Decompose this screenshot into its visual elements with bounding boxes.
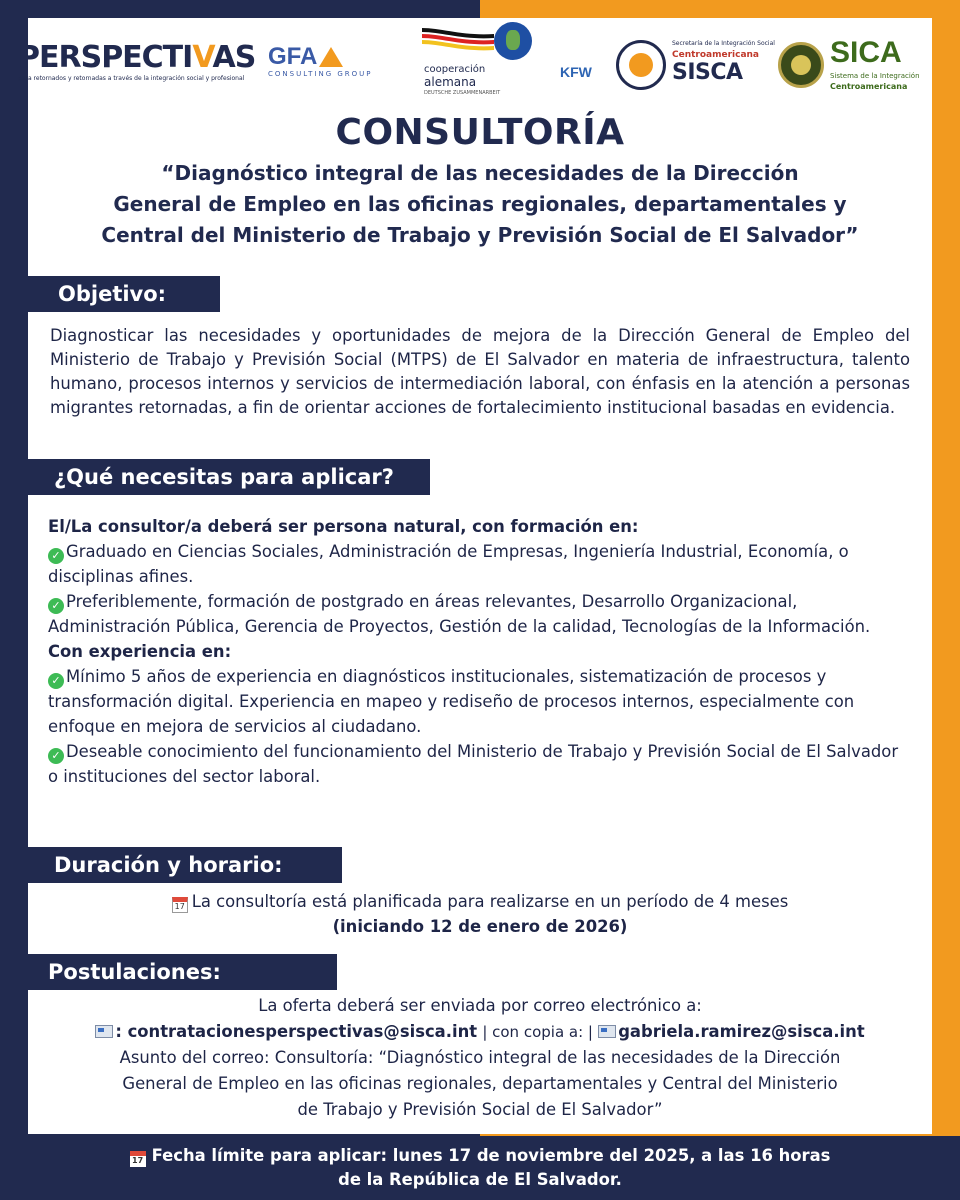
sica-line1: SICA [830, 36, 902, 69]
sisca-logo [616, 32, 775, 102]
duracion-line-1: La consultoría está planificada para realizarse en un período de 4 meses [191, 892, 789, 911]
deadline-line-1: Fecha límite para aplicar: lunes 17 de noviembre del 2025, a las 16 horas [151, 1146, 831, 1165]
experiencia-item-text: Deseable conocimiento del funcionamiento del Ministerio de Trabajo y Previsión Social de El Salvador o instituciones del sector laboral. [48, 742, 899, 786]
objetivo-heading: Objetivo: [0, 276, 220, 312]
perspectivas-name-a: PERSPECTI [18, 40, 193, 75]
subtitle-line-1: “Diagnóstico integral de las necesidades de la Dirección [161, 161, 799, 185]
formacion-label: El/La consultor/a deberá ser persona natural, con formación en: [48, 517, 639, 536]
gfa-logo [268, 44, 378, 78]
experiencia-item-text: Mínimo 5 años de experiencia en diagnósticos institucionales, sistematización de procesos y transformación digital. Experiencia en mapeo y rediseño de procesos internos, especialmente con enfoque en mejora de servicios al ciudadano. [48, 667, 855, 736]
logo-row [18, 22, 920, 102]
eu-circle-icon [494, 22, 532, 60]
formacion-item-text: Preferiblemente, formación de postgrado en áreas relevantes, Desarrollo Organizacional, Administración Pública, Gerencia de Proyectos, Gestión de la calidad, Tecnologías de la Información. [48, 592, 871, 636]
coop-line2: alemana [424, 75, 477, 89]
aplicar-heading: ¿Qué necesitas para aplicar? [0, 459, 430, 495]
deadline-line-2: de la República de El Salvador. [338, 1170, 622, 1189]
sisca-line2: Centroamericana [672, 50, 760, 60]
duracion-line-2: (iniciando 12 de enero de 2026) [332, 917, 628, 936]
coop-line3: DEUTSCHE ZUSAMMENARBEIT [424, 90, 501, 96]
perspectivas-name-c: AS [212, 40, 256, 75]
postulaciones-heading: Postulaciones: [0, 954, 337, 990]
formacion-item [48, 539, 908, 589]
check-icon: ✓ [48, 598, 64, 614]
email-icon [598, 1025, 616, 1038]
formacion-item [48, 589, 908, 639]
primary-email-link[interactable]: : contratacionesperspectivas@sisca.int [115, 1022, 478, 1041]
formacion-item-text: Graduado en Ciencias Sociales, Administración de Empresas, Ingeniería Industrial, Economía, o disciplinas afines. [48, 542, 849, 586]
asunto-line-2: General de Empleo en las oficinas regionales, departamentales y Central del Ministerio [122, 1074, 838, 1093]
sica-line2: Sistema de la Integración [830, 72, 920, 80]
postulaciones-block [30, 993, 930, 1123]
gfa-name: GFA [268, 43, 318, 70]
duracion-heading: Duración y horario: [0, 847, 342, 883]
perspectivas-tagline: para retornados y retornadas a través de la integración social y profesional [18, 75, 245, 82]
cc-email-link[interactable]: gabriela.ramirez@sisca.int [618, 1022, 865, 1041]
perspectivas-name-b: V [192, 40, 213, 75]
asunto-line-3: de Trabajo y Previsión Social de El Salvador” [297, 1100, 663, 1119]
check-icon: ✓ [48, 673, 64, 689]
calendar-icon: 17 [172, 897, 188, 913]
check-icon: ✓ [48, 748, 64, 764]
duracion-block [0, 889, 960, 939]
experiencia-item [48, 739, 908, 789]
cooperacion-alemana-logo [416, 22, 546, 112]
asunto-line-1: Asunto del correo: Consultoría: “Diagnóstico integral de las necesidades de la Dirección [119, 1048, 841, 1067]
postulaciones-line-1: La oferta deberá ser enviada por correo electrónico a: [258, 996, 702, 1015]
german-flag-wave-icon [422, 26, 494, 52]
copy-label: | con copia a: | [482, 1023, 593, 1041]
subtitle-line-2: General de Empleo en las oficinas regionales, departamentales y [113, 192, 847, 216]
gfa-triangle-icon [319, 47, 343, 67]
requirements-block [48, 514, 908, 789]
kfw-logo: KFW [560, 64, 592, 80]
calendar-icon: 17 [130, 1151, 146, 1167]
perspectivas-logo [18, 40, 256, 82]
check-icon: ✓ [48, 548, 64, 564]
sisca-line3: SISCA [672, 60, 743, 85]
page-subtitle [60, 158, 900, 251]
experiencia-item [48, 664, 908, 739]
coop-line1: cooperación [424, 64, 486, 75]
objetivo-text: Diagnosticar las necesidades y oportunidades de mejora de la Dirección General de Empleo del Ministerio de Trabajo y Previsión Social (MTPS) de El Salvador en materia de infraestructura, talento humano, procesos internos y servicios de intermediación laboral, con énfasis en la atención a personas migrantes retornadas, a fin de orientar acciones de fortalecimiento institucional basadas en evidencia. [50, 326, 910, 417]
sisca-line1: Secretaría de la Integración Social [672, 40, 775, 47]
sica-emblem-icon [778, 42, 824, 88]
subtitle-line-3: Central del Ministerio de Trabajo y Previsión Social de El Salvador” [101, 223, 859, 247]
deadline-footer [0, 1136, 960, 1200]
email-icon [95, 1025, 113, 1038]
page-title: CONSULTORÍA [335, 112, 625, 153]
gfa-tagline: CONSULTING GROUP [268, 70, 373, 78]
sica-logo [778, 30, 920, 100]
sisca-emblem-icon [616, 40, 666, 90]
experiencia-label: Con experiencia en: [48, 642, 232, 661]
sica-line3: Centroamericana [830, 82, 908, 91]
